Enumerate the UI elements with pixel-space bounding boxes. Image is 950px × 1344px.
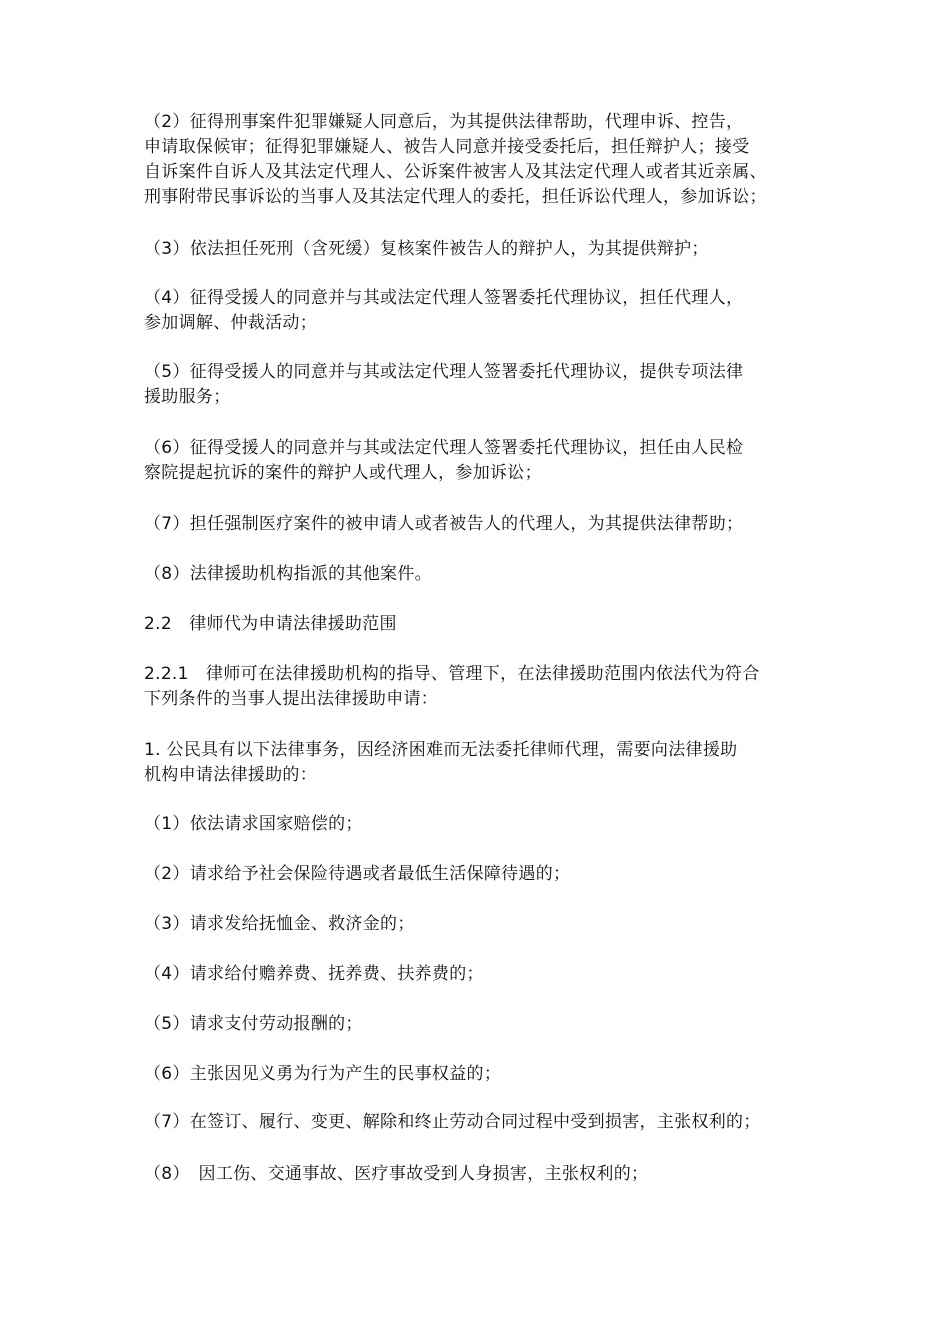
text-line: （6）征得受援人的同意并与其或法定代理人签署委托代理协议，担任由人民检	[144, 438, 744, 458]
text-line: 援助服务；	[144, 387, 231, 407]
list-item-social-insurance	[144, 862, 570, 887]
text-line: （4）请求给付赡养费、抚养费、扶养费的；	[144, 964, 484, 984]
list-item-state-compensation	[144, 812, 363, 837]
text-line: （5）征得受援人的同意并与其或法定代理人签署委托代理协议，提供专项法律	[144, 362, 744, 382]
text-line: （7）担任强制医疗案件的被申请人或者被告人的代理人，为其提供法律帮助；	[144, 514, 744, 534]
text-line: 2.2 律师代为申请法律援助范围	[144, 614, 397, 634]
text-line: 机构申请法律援助的：	[144, 765, 317, 785]
paragraph-mediation-arbitration	[144, 286, 743, 336]
text-line: 下列条件的当事人提出法律援助申请：	[144, 689, 439, 709]
section-heading-2-2	[144, 612, 397, 637]
text-line: （8） 因工伤、交通事故、医疗事故受到人身损害，主张权利的；	[144, 1164, 649, 1184]
list-item-personal-injury	[144, 1162, 648, 1187]
text-line: （2）征得刑事案件犯罪嫌疑人同意后，为其提供法律帮助，代理申诉、控告，	[144, 112, 744, 132]
text-line: （4）征得受援人的同意并与其或法定代理人签署委托代理协议，担任代理人，	[144, 288, 744, 308]
paragraph-compulsory-medical	[144, 512, 743, 537]
text-line: （8）法律援助机构指派的其他案件。	[144, 564, 432, 584]
text-line: （7）在签订、履行、变更、解除和终止劳动合同过程中受到损害，主张权利的；	[144, 1112, 761, 1132]
paragraph-death-penalty-review	[144, 237, 709, 262]
text-line: （2）请求给予社会保险待遇或者最低生活保障待遇的；	[144, 864, 571, 884]
text-line: （3）请求发给抚恤金、救济金的；	[144, 914, 415, 934]
text-line: 1. 公民具有以下法律事务，因经济困难而无法委托律师代理，需要向法律援助	[144, 740, 738, 760]
paragraph-criminal-assistance	[144, 110, 767, 210]
text-line: 察院提起抗诉的案件的辩护人或代理人，参加诉讼；	[144, 463, 542, 483]
text-line: 自诉案件自诉人及其法定代理人、公诉案件被害人及其法定代理人或者其近亲属、	[144, 162, 767, 182]
list-item-labor-contract	[144, 1110, 761, 1135]
paragraph-other-cases	[144, 562, 432, 587]
text-line: 参加调解、仲裁活动；	[144, 313, 317, 333]
text-line: 申请取保候审；征得犯罪嫌疑人、被告人同意并接受委托后，担任辩护人；接受	[144, 137, 750, 157]
list-item-support-payments	[144, 962, 484, 987]
text-line: 2.2.1 律师可在法律援助机构的指导、管理下，在法律援助范围内依法代为符合	[144, 664, 760, 684]
list-item-labor-remuneration	[144, 1012, 363, 1037]
text-line: （6）主张因见义勇为行为产生的民事权益的；	[144, 1064, 502, 1084]
text-line: （3）依法担任死刑（含死缓）复核案件被告人的辩护人，为其提供辩护；	[144, 239, 709, 259]
paragraph-2-2-1	[144, 662, 760, 712]
text-line: （5）请求支付劳动报酬的；	[144, 1014, 363, 1034]
text-line: 刑事附带民事诉讼的当事人及其法定代理人的委托，担任诉讼代理人，参加诉讼；	[144, 187, 767, 207]
paragraph-special-legal-aid	[144, 360, 743, 410]
paragraph-procuratorate-protest	[144, 436, 743, 486]
text-line: （1）依法请求国家赔偿的；	[144, 814, 363, 834]
list-item-pension-relief	[144, 912, 415, 937]
paragraph-item-1	[144, 738, 737, 788]
list-item-good-samaritan	[144, 1062, 501, 1087]
